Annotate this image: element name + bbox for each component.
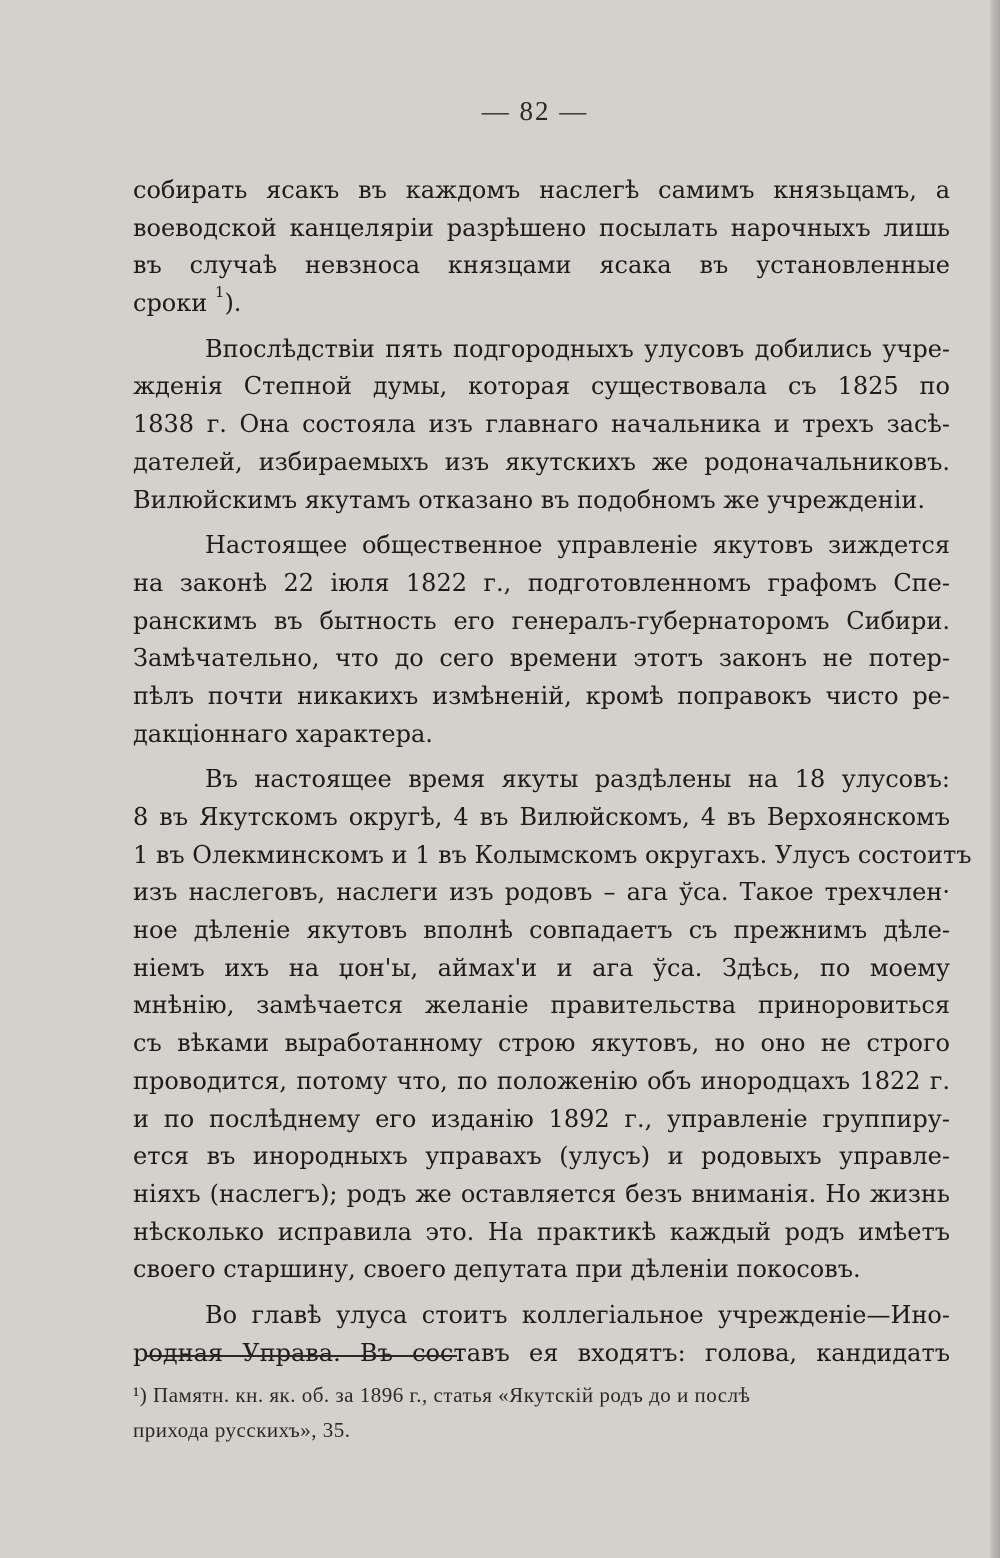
text-line: въ случаѣ невзноса князцами ясака въ установленные <box>133 251 950 280</box>
footnote-divider <box>147 1355 457 1357</box>
paragraph-gap <box>133 519 950 527</box>
text-line: своего старшину, своего депутата при дѣленіи покосовъ. <box>133 1255 861 1284</box>
footnote-reference-close: ). <box>224 289 242 318</box>
text-line: ное дѣленіе якутовъ вполнѣ совпадаетъ съ прежнимъ дѣле- <box>133 916 950 945</box>
text-line: жденія Степной думы, которая существовала съ 1825 по <box>133 372 950 401</box>
paragraph-gap <box>133 1289 950 1297</box>
text-line: 1 въ Олекминскомъ и 1 въ Колымскомъ округахъ. Улусъ состоитъ <box>133 840 972 869</box>
text-line: 8 въ Якутскомъ округѣ, 4 въ Вилюйскомъ, 4 въ Верхоянскомъ <box>133 803 950 831</box>
text-line: дакціоннаго характера. <box>133 719 433 748</box>
text-line: Во главѣ улуса стоитъ коллегіальное учрежденіе—Ино- <box>205 1300 950 1329</box>
text-line: ется въ инородныхъ управахъ (улусъ) и родовыхъ управле- <box>133 1142 950 1171</box>
text-line: 1838 г. Она состояла изъ главнаго начальника и трехъ засѣ- <box>133 410 950 439</box>
paragraph-gap <box>133 753 950 761</box>
text-line: на законѣ 22 іюля 1822 г., подготовленномъ графомъ Спе- <box>133 568 950 597</box>
text-line: Вилюйскимъ якутамъ отказано въ подобномъ же учрежденіи. <box>133 485 926 514</box>
text-line: ніемъ ихъ на џон'ы, аймах'и и ага ўса. Здѣсь, по моему <box>133 953 950 982</box>
footnote <box>133 1378 950 1448</box>
text-line: собирать ясакъ въ каждомъ наслегѣ самимъ князьцамъ, а <box>133 176 950 204</box>
body-text <box>133 172 972 1372</box>
text-line-with-footnote <box>133 285 950 323</box>
text-line: ранскимъ въ бытность его генералъ-губернаторомъ Сибири. <box>133 606 950 635</box>
text-line: проводится, потому что, по положенію объ инородцахъ 1822 г. <box>133 1066 950 1095</box>
text-line: мнѣнію, замѣчается желаніе правительства приноровиться <box>133 991 950 1020</box>
text-line: нѣсколько исправила это. На практикѣ каждый родъ имѣетъ <box>133 1217 950 1246</box>
footnote-line: прихода русскихъ», 35. <box>133 1418 351 1442</box>
text-line: Впослѣдствіи пять подгородныхъ улусовъ добились учре- <box>205 334 950 363</box>
text-line: воеводской канцеляріи разрѣшено посылать нарочныхъ лишь <box>133 213 950 242</box>
footnote-reference: 1 <box>214 283 225 302</box>
paragraph-gap <box>133 323 950 331</box>
text-line: Замѣчательно, что до сего времени этотъ законъ не потер- <box>133 644 950 673</box>
text-line: родная Управа. Въ составъ ея входятъ: голова, кандидатъ <box>133 1338 950 1367</box>
text-line: дателей, избираемыхъ изъ якутскихъ же родоначальниковъ. <box>133 447 950 476</box>
text-line: сроки <box>133 289 215 318</box>
text-line: Въ настоящее время якуты раздѣлены на 18 улусовъ: <box>205 765 950 794</box>
text-line: съ вѣками выработанному строю якутовъ, но оно не строго <box>133 1029 950 1058</box>
text-line: изъ наслеговъ, наслеги изъ родовъ – ага ўса. Такое трехчлен· <box>133 878 950 907</box>
text-line: Настоящее общественное управленіе якутовъ зиждется <box>205 531 950 560</box>
text-line: ніяхъ (наслегъ); родъ же оставляется безъ вниманія. Но жизнь <box>133 1179 950 1208</box>
text-line: пѣлъ почти никакихъ измѣненій, кромѣ поправокъ чисто ре- <box>133 681 950 710</box>
footnote-line: ¹) Памятн. кн. як. об. за 1896 г., статья «Якутскій родъ до и послѣ <box>133 1383 751 1407</box>
text-line: и по послѣднему его изданію 1892 г., управленіе группиру- <box>133 1104 950 1133</box>
page-number: — 82 — <box>481 96 589 126</box>
